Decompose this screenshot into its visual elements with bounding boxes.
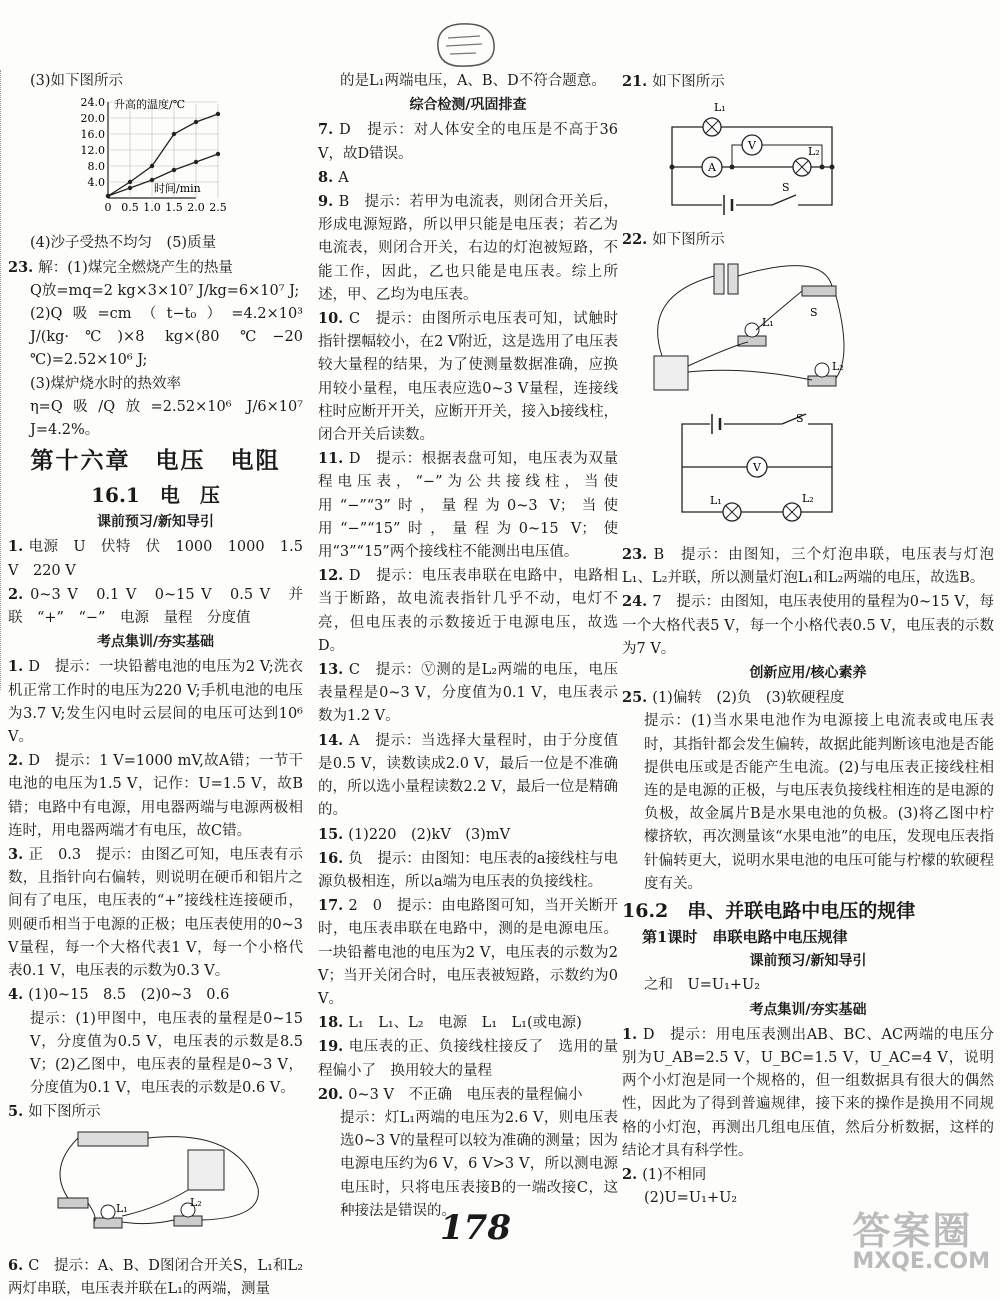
circuit-diagram-22: [652, 412, 852, 532]
answer-text: 提示：(1)当水果电池作为电源接上电流表或电压表时，其指针都会发生偏转，故据此能判断该电池是否能提供电压或是否能产生电流。(2)与电压表正接线柱相连的是电源的正极，与电压表负接线柱相连的是电源的负极，故金属片B是水果电池的负极。(3)将乙图中柠檬挤软，再次测量该“水果电池”的电压，发现电压表指针偏转更大，说明水果电池的电压可能与柠檬的软硬程度有关。: [644, 713, 994, 892]
lamp-device: [815, 363, 829, 377]
answer-text: (1)0~15 8.5 (2)0~3 0.6: [28, 987, 230, 1004]
item-number: 1.: [8, 538, 29, 556]
item-number: 22.: [622, 231, 653, 249]
data-point: [128, 186, 132, 190]
y-tick-label: 16.0: [80, 128, 105, 142]
x-tick-label: 1.0: [143, 201, 161, 215]
answer-item: [318, 307, 618, 447]
item-number: 7.: [318, 121, 340, 139]
answer-item: [622, 974, 994, 997]
answer-text: B 提示：若甲为电流表，则闭合开关后，形成电源短路，所以甲只能是电压表；若乙为电流表，则闭合开关，右边的灯泡被短路，不能工作，因此，乙也只能是电压表。综上所述，甲、乙均为电压表。: [318, 194, 619, 303]
answer-text: 0~3 V 0.1 V 0~15 V 0.5 V 并联 “+” “−” 电源 量程 分度值: [8, 586, 304, 627]
answer-text: 如下图所示: [652, 74, 725, 90]
answer-item: [8, 655, 303, 749]
answer-item: [8, 1008, 303, 1101]
answer-text: 如下图所示: [652, 232, 725, 249]
answer-text: η=Q吸/Q放=2.52×10⁶ J/6×10⁷ J=4.2%。: [30, 398, 303, 439]
item-number: 13.: [318, 661, 349, 679]
subsection-heading: 综合检测/巩固排查: [409, 97, 527, 114]
data-point: [150, 178, 154, 182]
answer-item: [8, 373, 303, 396]
circuit-photo-5: [38, 1128, 278, 1243]
circuit-diagram-21: [652, 97, 852, 217]
section-title: 16.2 串、并联电路中电压的规律: [622, 900, 916, 923]
circuit-photo-22: [652, 256, 872, 401]
answer-text: 正 0.3 提示：由图乙可知，电压表有示数，且指针向右偏转，则说明在硬币和铝片之间有了电压，电压表的“+”接线柱连接硬币，则硬币相当于电源的正极；电压表使用的0~3 V量程，每一个大格代表1 V，每一个小格代表0.1 V，电压表的示数为0.3 V。: [8, 847, 304, 980]
answer-item: [8, 843, 303, 983]
answer-item: [622, 710, 994, 896]
answer-item: [318, 70, 618, 93]
answer-text: D 提示：一块铅蓄电池的电压为2 V;洗衣机正常工作时的电压为220 V;手机电池的电压为3.7 V;发生闪电时云层间的电压可达到10⁶ V。: [8, 659, 304, 746]
answer-item: [8, 983, 303, 1007]
answer-text: A: [338, 169, 349, 186]
answer-text: L₁ L₁、L₂ 电源 L₁ L₁(或电源): [348, 1015, 582, 1032]
answer-text: 7 提示：由图知，电压表使用的量程为0~15 V，每一个大格代表5 V，每一个小格代表0.5 V，电压表的示数为7 V。: [622, 594, 994, 657]
lamp-device: [745, 323, 759, 337]
answer-item: [8, 749, 303, 843]
answer-text: C 提示：Ⓥ测的是L₂两端的电压，电压表量程是0~3 V，分度值为0.1 V，电压表示数为1.2 V。: [318, 662, 618, 725]
x-tick-label: 0: [104, 201, 112, 215]
column-middle: [318, 70, 618, 1223]
item-number: 16.: [318, 849, 349, 867]
switch-device: [802, 286, 836, 296]
answer-item: [8, 280, 303, 303]
answer-item: [8, 232, 303, 255]
chapter-title: 第十六章 电压 电阻: [30, 447, 281, 475]
y-tick-label: 20.0: [80, 112, 105, 126]
lesson-heading: 第1课时 串联电路中电压规律: [642, 928, 848, 947]
y-tick-label: 24.0: [80, 96, 105, 110]
answer-text: (4)沙子受热不均匀 (5)质量: [30, 235, 217, 252]
voltmeter-device: [188, 1150, 224, 1190]
answer-text: (2)U=U₁+U₂: [644, 1190, 738, 1207]
item-number: 9.: [318, 193, 339, 211]
answer-text: A 提示：当选择大量程时，由于分度值是0.5 V，读数读成2.0 V，最后一位是不准确的，所以选小量程读数2.2 V，最后一位是精确的。: [318, 732, 618, 819]
answer-text: D 提示：电压表串联在电路中，电路相当于断路，故电流表指针几乎不动，电灯不亮，但电压表的示数接近于电源电压，故选D。: [318, 568, 618, 654]
voltmeter-symbol-label: V: [753, 460, 761, 474]
subsection-heading: 考点集训/夯实基础: [749, 1001, 867, 1018]
answer-text: 负 提示：由图知：电压表的a接线柱与电源负极相连，所以a端为电压表的负接线柱。: [318, 850, 618, 890]
answer-text: 的是L₁两端电压，A、B、D不符合题意。: [340, 73, 606, 89]
item-number: 18.: [318, 1014, 349, 1032]
item-number: 10.: [318, 310, 349, 328]
data-point: [194, 160, 198, 164]
lamp-device: [101, 1205, 115, 1219]
lamp-l2-label: L₂: [832, 359, 844, 373]
answer-text: (1)不相同: [642, 1167, 707, 1184]
x-tick-label: 1.5: [165, 201, 183, 215]
subsection-heading: 课前预习/新知导引: [749, 953, 867, 970]
answer-text: C 提示：A、B、D图闭合开关S，L₁和L₂两灯串联，电压表并联在L₁的两端，测量: [8, 1257, 304, 1297]
item-number: 23.: [622, 546, 654, 564]
answer-item: [318, 1107, 618, 1223]
answer-item: [318, 564, 618, 658]
lamp-l1-label: L₁: [714, 101, 726, 115]
answer-text: (1)偏转 (2)负 (3)软硬程度: [652, 690, 845, 707]
y-axis-label: 升高的温度/℃: [114, 98, 186, 112]
data-point: [172, 132, 176, 136]
answer-item: [8, 583, 303, 630]
answer-item: [318, 847, 618, 894]
x-tick-label: 0.5: [121, 201, 139, 215]
item-number: 12.: [318, 567, 349, 585]
figure-graph: [18, 96, 303, 229]
lamp-l2-label: L₂: [190, 1195, 202, 1209]
binding-edge: [0, 70, 5, 690]
answer-text: D 提示：根据表盘可知，电压表为双量程电压表，“−”为公共接线柱，当使用“−”“3”时，量程为0~3 V；当使用“−”“15”时，量程为0~15 V；使用“3”“15”两个接线柱不能测出电压值。: [318, 451, 618, 561]
battery-box: [78, 1132, 148, 1146]
lamp-l1-label: L₁: [762, 315, 774, 329]
item-number: 1.: [8, 658, 29, 676]
answer-item: [622, 1023, 994, 1163]
data-point: [106, 194, 110, 198]
answer-text: 电压表的正、负接线柱接反了 选用的量程偏小了 换用较大的量程: [318, 1039, 618, 1079]
figure-circ22: [652, 412, 994, 540]
answer-text: (3)如下图所示: [30, 73, 124, 89]
data-point: [172, 168, 176, 172]
answer-item: [622, 1163, 994, 1187]
item-number: 25.: [622, 689, 653, 707]
y-tick-label: 8.0: [87, 160, 105, 174]
subsection-heading: 课前预习/新知导引: [96, 514, 215, 531]
answer-item: [318, 1011, 618, 1035]
item-number: 4.: [8, 986, 29, 1004]
item-number: 14.: [318, 731, 349, 749]
answer-text: C 提示：由图所示电压表可知，试触时指针摆幅较小，在2 V附近，这是选用了电压表较大量程的结果，为了使测量数据准确，应换用较小量程，电压表应选0~3 V量程，连接线柱时应断开开关，应断开开关，接入b接线柱，闭合开关后读数。: [318, 311, 618, 444]
x-axis-label: 时间/min: [154, 182, 201, 196]
answer-item: [318, 658, 618, 729]
lamp-l1-label: L₁: [710, 493, 722, 507]
figure-circ21: [652, 97, 994, 225]
answer-text: B 提示：由图知，三个灯泡串联，电压表与灯泡L₁、L₂并联，所以测量灯泡L₁和L₂两端的电压，故选B。: [622, 547, 994, 587]
y-tick-label: 4.0: [87, 176, 105, 190]
stamp-seal: [430, 18, 500, 70]
item-number: 8.: [318, 168, 339, 186]
answer-item: [318, 166, 618, 190]
answer-text: 提示：灯L₁两端的电压为2.6 V，则电压表选0~3 V的量程可以较为准确的测量；因为电源电压约为6 V，6 V>3 V，所以测电源电压时，只将电压表接B的一端改接C，这种接法是错误的。: [340, 1109, 618, 1219]
answer-text: (3)煤炉烧水时的热效率: [30, 375, 182, 392]
answer-item: [8, 70, 303, 93]
lamp-l2-label: L₂: [802, 491, 814, 505]
item-number: 21.: [622, 73, 653, 90]
temperature-graph: [18, 96, 227, 221]
answer-item: [318, 894, 618, 1011]
switch-label: S: [782, 181, 790, 195]
item-number: 17.: [318, 897, 349, 915]
answer-item: [8, 303, 303, 373]
subsection-heading: 考点集训/夯实基础: [96, 634, 215, 651]
answer-text: D 提示：1 V=1000 mV,故A错；一节干电池的电压为1.5 V，记作：U=1.5 V，故B错；电路中有电源，用电器两端与电源两极相连时，用电器两端才有电压，故C错。: [8, 753, 304, 839]
x-tick-label: 2.0: [187, 201, 205, 215]
item-number: 5.: [8, 1103, 29, 1121]
subsection-heading: 创新应用/核心素养: [749, 665, 867, 682]
item-number: 2.: [8, 585, 31, 603]
answer-text: (2)Q吸=cm（t−t₀）=4.2×10³ J/(kg·℃)×8 kg×(80 ℃−20 ℃)=2.52×10⁶ J;: [30, 306, 303, 369]
answer-item: [622, 590, 994, 661]
answer-item: [318, 729, 618, 823]
answer-item: [318, 190, 618, 307]
item-number: 2.: [622, 1166, 643, 1184]
data-point: [150, 164, 154, 168]
watermark: 答案圈 MXQE.COM: [852, 1209, 990, 1274]
data-point: [216, 152, 220, 156]
lamp-l2-label: L₂: [808, 145, 820, 159]
answer-text: 之和 U=U₁+U₂: [644, 977, 761, 994]
answer-text: 2 0 提示：由电路图可知，当开关断开时，电压表串联在电路中，测的是电源电压。一块铅蓄电池的电压为2 V，电压表的示数为2 V；当开关闭合时，电压表被短路，示数约为0 V。: [318, 898, 618, 1007]
answer-text: 0~3 V 不正确 电压表的量程偏小: [348, 1086, 583, 1103]
item-number: 6.: [8, 1256, 29, 1274]
ammeter-symbol-label: A: [708, 161, 716, 175]
answer-item: [318, 1083, 618, 1107]
section-title: 16.1 电 压: [91, 483, 220, 508]
answer-item: [8, 535, 303, 582]
item-number: 19.: [318, 1038, 349, 1056]
answer-item: [8, 396, 303, 442]
item-number: 20.: [318, 1085, 349, 1103]
page-number: 178: [440, 1208, 511, 1248]
item-number: 15.: [318, 825, 349, 843]
answer-item: [622, 686, 994, 710]
data-point: [194, 120, 198, 124]
switch-label: S: [810, 305, 818, 319]
answer-item: [622, 70, 994, 94]
answer-text: Q放=mq=2 kg×3×10⁷ J/kg=6×10⁷ J;: [30, 282, 300, 299]
switch-device: [58, 1198, 88, 1208]
answer-text: (1)220 (2)kV (3)mV: [348, 826, 511, 843]
answer-text: 提示：(1)甲图中，电压表的量程是0~15 V，分度值为0.5 V，电压表的示数是8.5 V；(2)乙图中，电压表的量程是0~3 V，分度值为0.1 V，电压表的示数是0.6 V。: [30, 1010, 303, 1097]
lamp-l1-label: L₁: [116, 1201, 128, 1215]
answer-text: 电源 U 伏特 伏 1000 1000 1.5 V 220 V: [8, 539, 303, 579]
answer-text: D 提示：对人体安全的电压是不高于36 V，故D错误。: [318, 122, 618, 162]
item-number: 11.: [318, 450, 349, 468]
x-tick-label: 2.5: [209, 201, 227, 215]
voltmeter-device: [654, 356, 688, 390]
answer-item: [622, 543, 994, 590]
item-number: 2.: [8, 752, 29, 770]
answer-item: [8, 256, 303, 280]
column-right: [622, 70, 994, 1211]
answer-item: [318, 447, 618, 564]
answer-text: 如下图所示: [28, 1104, 101, 1121]
item-number: 3.: [8, 846, 29, 864]
y-tick-label: 12.0: [80, 144, 105, 158]
item-number: 24.: [622, 593, 653, 611]
data-point: [128, 180, 132, 184]
answer-item: [8, 1254, 303, 1301]
answer-item: [318, 118, 618, 165]
switch-label: S: [796, 411, 804, 425]
item-number: 1.: [622, 1025, 643, 1043]
item-number: 23.: [8, 258, 39, 276]
battery-device: [714, 264, 724, 294]
data-point: [216, 112, 220, 116]
column-left: [8, 70, 303, 1301]
answer-text: D 提示：用电压表测出AB、BC、AC两端的电压分别为U_AB=2.5 V，U_BC=1.5 V，U_AC=4 V，说明两个小灯泡是同一个规格的，但一组数据具有很大的偶然性，因此为了得到普遍规律，接下来的操作是换用不同规格的小灯泡，再测出几组电压值，然后分析数据，这样的结论才具有科学性。: [622, 1026, 994, 1159]
answer-text: 解：(1)煤完全燃烧产生的热量: [38, 259, 233, 276]
figure-photo5: [38, 1128, 303, 1251]
answer-item: [622, 228, 994, 252]
answer-item: [8, 1100, 303, 1124]
answer-item: [318, 1035, 618, 1082]
figure-photo22: [652, 256, 994, 409]
answer-item: [318, 823, 618, 847]
voltmeter-symbol-label: V: [748, 139, 756, 153]
